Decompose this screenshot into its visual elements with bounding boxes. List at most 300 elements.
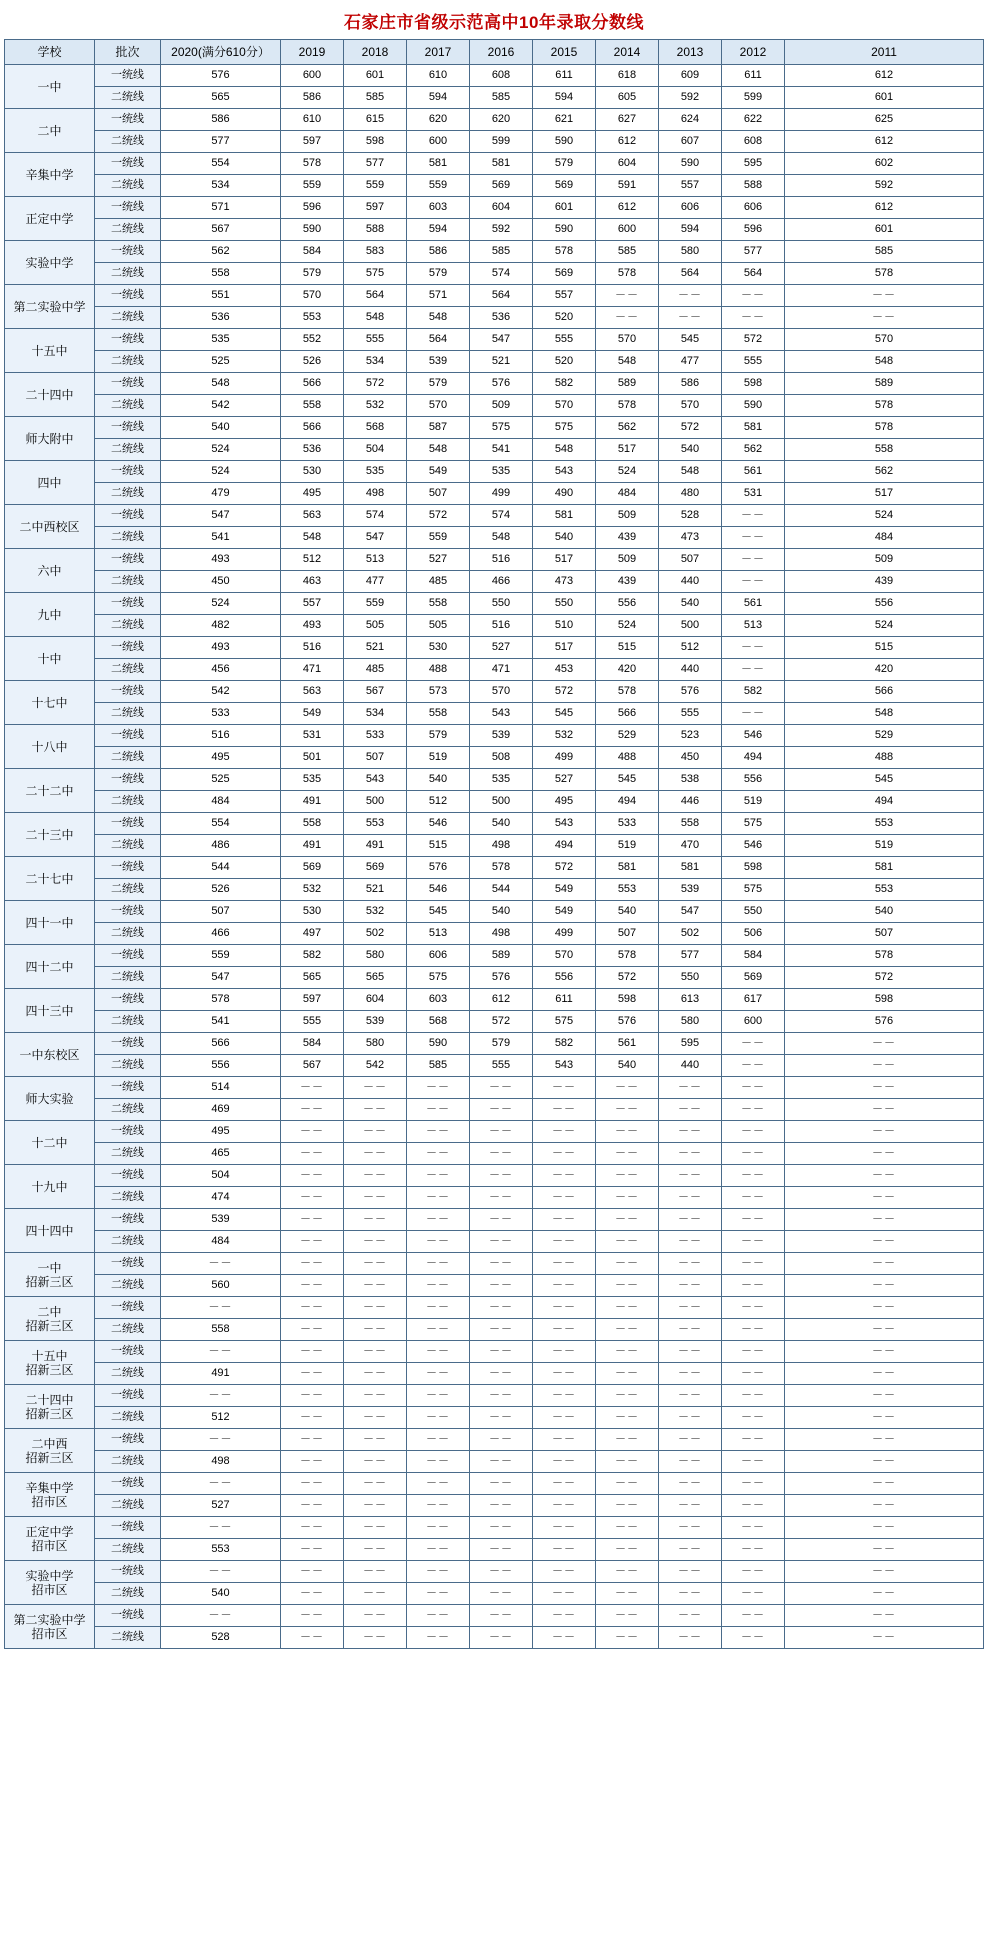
score-cell: －－	[344, 1517, 407, 1539]
score-cell: 491	[344, 835, 407, 857]
score-cell: －－	[161, 1385, 281, 1407]
score-cell: 562	[785, 461, 984, 483]
score-cell: 596	[722, 219, 785, 241]
table-row	[5, 1077, 984, 1099]
header-year-2020: 2020(满分610分）	[161, 40, 281, 65]
score-cell: 497	[281, 923, 344, 945]
batch-label-first: 一统线	[95, 593, 161, 615]
score-cell: －－	[281, 1451, 344, 1473]
score-cell: 499	[470, 483, 533, 505]
score-cell: －－	[533, 1363, 596, 1385]
batch-label-second: 二统线	[95, 1143, 161, 1165]
school-name-cell: 二十四中 招新三区	[5, 1385, 95, 1429]
score-cell: 564	[407, 329, 470, 351]
score-cell: 606	[722, 197, 785, 219]
score-cell: －－	[659, 1341, 722, 1363]
score-cell: －－	[722, 1209, 785, 1231]
score-cell: －－	[596, 1231, 659, 1253]
score-cell: －－	[596, 1297, 659, 1319]
score-cell: 610	[281, 109, 344, 131]
score-cell: 601	[785, 219, 984, 241]
score-cell: 620	[407, 109, 470, 131]
score-cell: 585	[470, 241, 533, 263]
score-cell: 574	[470, 505, 533, 527]
score-cell: －－	[722, 549, 785, 571]
score-cell: －－	[722, 1385, 785, 1407]
score-cell: －－	[659, 1297, 722, 1319]
score-cell: －－	[659, 1605, 722, 1627]
score-cell: 540	[161, 1583, 281, 1605]
score-cell: －－	[785, 1341, 984, 1363]
score-cell: －－	[596, 1429, 659, 1451]
score-cell: 540	[161, 417, 281, 439]
score-cell: －－	[407, 1187, 470, 1209]
score-cell: －－	[596, 1319, 659, 1341]
score-cell: －－	[533, 1209, 596, 1231]
score-cell: －－	[281, 1231, 344, 1253]
score-cell: 498	[470, 923, 533, 945]
score-cell: 524	[161, 439, 281, 461]
score-cell: －－	[344, 1627, 407, 1649]
score-cell: 579	[470, 1033, 533, 1055]
score-cell: 572	[533, 857, 596, 879]
score-cell: 495	[161, 747, 281, 769]
score-cell: －－	[722, 571, 785, 593]
school-name-cell: 十五中	[5, 329, 95, 373]
score-cell: －－	[407, 1099, 470, 1121]
score-cell: －－	[596, 1099, 659, 1121]
score-cell: －－	[281, 1077, 344, 1099]
table-row	[5, 1055, 984, 1077]
batch-label-first: 一统线	[95, 1429, 161, 1451]
score-cell: －－	[722, 1539, 785, 1561]
score-cell: －－	[533, 1275, 596, 1297]
score-cell: －－	[659, 1165, 722, 1187]
score-cell: 580	[659, 1011, 722, 1033]
score-cell: 590	[407, 1033, 470, 1055]
score-cell: 512	[407, 791, 470, 813]
score-cell: 439	[785, 571, 984, 593]
score-cell: 567	[344, 681, 407, 703]
score-cell: 491	[281, 835, 344, 857]
score-cell: 603	[407, 989, 470, 1011]
score-cell: 557	[281, 593, 344, 615]
score-cell: 535	[470, 769, 533, 791]
score-cell: 578	[596, 263, 659, 285]
batch-label-second: 二统线	[95, 439, 161, 461]
score-cell: －－	[344, 1495, 407, 1517]
school-name-cell: 一中 招新三区	[5, 1253, 95, 1297]
score-cell: 439	[596, 527, 659, 549]
batch-label-first: 一统线	[95, 373, 161, 395]
score-cell: 604	[344, 989, 407, 1011]
score-cell: －－	[659, 1407, 722, 1429]
score-cell: 509	[596, 505, 659, 527]
score-cell: －－	[344, 1583, 407, 1605]
score-cell: 559	[407, 175, 470, 197]
score-cell: －－	[785, 1121, 984, 1143]
score-cell: 577	[722, 241, 785, 263]
score-cell: －－	[722, 1517, 785, 1539]
score-cell: －－	[281, 1583, 344, 1605]
header-row	[5, 40, 984, 65]
score-cell: －－	[596, 285, 659, 307]
table-row	[5, 219, 984, 241]
score-cell: 509	[785, 549, 984, 571]
score-cell: －－	[596, 1495, 659, 1517]
school-name-cell: 实验中学 招市区	[5, 1561, 95, 1605]
score-cell: 612	[785, 65, 984, 87]
score-cell: －－	[533, 1099, 596, 1121]
header-year-2012: 2012	[722, 40, 785, 65]
score-cell: 555	[470, 1055, 533, 1077]
score-cell: 578	[785, 945, 984, 967]
score-cell: －－	[344, 1561, 407, 1583]
score-cell: 495	[161, 1121, 281, 1143]
score-cell: 516	[161, 725, 281, 747]
score-cell: 569	[470, 175, 533, 197]
score-cell: 569	[533, 263, 596, 285]
score-cell: －－	[533, 1319, 596, 1341]
score-cell: 440	[659, 571, 722, 593]
score-cell: －－	[470, 1583, 533, 1605]
score-cell: 465	[161, 1143, 281, 1165]
score-cell: －－	[407, 1077, 470, 1099]
score-cell: 622	[722, 109, 785, 131]
score-cell: 576	[470, 967, 533, 989]
score-cell: 601	[533, 197, 596, 219]
score-cell: 555	[281, 1011, 344, 1033]
score-cell: 519	[407, 747, 470, 769]
score-cell: 558	[161, 263, 281, 285]
table-row	[5, 1407, 984, 1429]
score-cell: 569	[533, 175, 596, 197]
score-cell: －－	[281, 1275, 344, 1297]
score-cell: 499	[533, 923, 596, 945]
score-cell: －－	[470, 1429, 533, 1451]
score-cell: －－	[470, 1473, 533, 1495]
table-row	[5, 703, 984, 725]
score-cell: 532	[344, 901, 407, 923]
score-cell: －－	[407, 1143, 470, 1165]
table-row	[5, 65, 984, 87]
score-cell: 590	[659, 153, 722, 175]
score-cell: 553	[596, 879, 659, 901]
score-cell: －－	[659, 285, 722, 307]
score-cell: 532	[533, 725, 596, 747]
score-cell: 556	[161, 1055, 281, 1077]
score-cell: －－	[470, 1121, 533, 1143]
score-cell: －－	[407, 1561, 470, 1583]
score-cell: 601	[344, 65, 407, 87]
score-cell: －－	[659, 1099, 722, 1121]
score-cell: －－	[596, 1165, 659, 1187]
score-cell: －－	[281, 1363, 344, 1385]
score-cell: 531	[722, 483, 785, 505]
score-cell: 495	[281, 483, 344, 505]
score-cell: 608	[470, 65, 533, 87]
score-cell: 570	[407, 395, 470, 417]
score-cell: 597	[344, 197, 407, 219]
score-cell: 572	[596, 967, 659, 989]
score-cell: 520	[533, 351, 596, 373]
score-table	[4, 39, 984, 1649]
table-row	[5, 329, 984, 351]
score-cell: 613	[659, 989, 722, 1011]
school-name-cell: 二十三中	[5, 813, 95, 857]
table-row	[5, 1473, 984, 1495]
score-cell: 558	[407, 703, 470, 725]
score-cell: 515	[407, 835, 470, 857]
table-row	[5, 1209, 984, 1231]
score-cell: 544	[161, 857, 281, 879]
score-cell: －－	[470, 1495, 533, 1517]
table-row	[5, 791, 984, 813]
score-cell: －－	[407, 1473, 470, 1495]
score-cell: 610	[407, 65, 470, 87]
score-cell: 565	[281, 967, 344, 989]
score-cell: 508	[470, 747, 533, 769]
score-cell: －－	[785, 1561, 984, 1583]
score-cell: 569	[722, 967, 785, 989]
school-name-cell: 十五中 招新三区	[5, 1341, 95, 1385]
score-cell: 517	[533, 637, 596, 659]
score-cell: 470	[659, 835, 722, 857]
score-cell: 563	[281, 681, 344, 703]
score-cell: －－	[659, 1561, 722, 1583]
score-cell: －－	[596, 1187, 659, 1209]
table-row	[5, 307, 984, 329]
score-cell: －－	[596, 1517, 659, 1539]
score-cell: 568	[344, 417, 407, 439]
score-cell: 548	[659, 461, 722, 483]
score-cell: 578	[281, 153, 344, 175]
score-cell: 571	[407, 285, 470, 307]
score-cell: 482	[161, 615, 281, 637]
score-cell: －－	[596, 1451, 659, 1473]
table-row	[5, 1143, 984, 1165]
score-cell: 592	[785, 175, 984, 197]
score-cell: 558	[281, 813, 344, 835]
table-row	[5, 1099, 984, 1121]
batch-label-second: 二统线	[95, 659, 161, 681]
batch-label-first: 一统线	[95, 285, 161, 307]
score-cell: 612	[785, 197, 984, 219]
batch-label-second: 二统线	[95, 131, 161, 153]
score-cell: 539	[470, 725, 533, 747]
score-cell: 529	[785, 725, 984, 747]
score-cell: 556	[533, 967, 596, 989]
score-cell: 624	[659, 109, 722, 131]
score-cell: －－	[344, 1187, 407, 1209]
score-cell: 516	[470, 549, 533, 571]
score-cell: 524	[785, 505, 984, 527]
score-cell: 555	[659, 703, 722, 725]
score-cell: 600	[596, 219, 659, 241]
score-cell: 594	[659, 219, 722, 241]
score-cell: 590	[533, 131, 596, 153]
header-batch: 批次	[95, 40, 161, 65]
school-name-cell: 四十四中	[5, 1209, 95, 1253]
school-name-cell: 师大附中	[5, 417, 95, 461]
score-cell: 578	[533, 241, 596, 263]
score-cell: －－	[722, 1319, 785, 1341]
school-name-cell: 正定中学	[5, 197, 95, 241]
score-cell: 572	[533, 681, 596, 703]
score-cell: 575	[407, 967, 470, 989]
score-cell: －－	[785, 1253, 984, 1275]
score-cell: 536	[161, 307, 281, 329]
batch-label-second: 二统线	[95, 1187, 161, 1209]
score-cell: 512	[161, 1407, 281, 1429]
header-year-2011: 2011	[785, 40, 984, 65]
score-cell: －－	[722, 1407, 785, 1429]
score-cell: 495	[533, 791, 596, 813]
score-cell: 569	[344, 857, 407, 879]
score-cell: －－	[659, 1385, 722, 1407]
score-cell: 524	[596, 461, 659, 483]
score-cell: 575	[722, 813, 785, 835]
score-cell: 545	[533, 703, 596, 725]
score-cell: －－	[344, 1121, 407, 1143]
score-cell: －－	[722, 1473, 785, 1495]
score-cell: 590	[281, 219, 344, 241]
score-cell: 547	[161, 967, 281, 989]
score-cell: 517	[596, 439, 659, 461]
score-cell: －－	[659, 1209, 722, 1231]
score-cell: 582	[533, 1033, 596, 1055]
score-cell: 484	[785, 527, 984, 549]
score-cell: －－	[281, 1605, 344, 1627]
score-cell: －－	[161, 1473, 281, 1495]
score-cell: －－	[281, 1385, 344, 1407]
score-cell: －－	[344, 1605, 407, 1627]
score-cell: －－	[785, 1143, 984, 1165]
score-cell: 581	[407, 153, 470, 175]
table-row	[5, 373, 984, 395]
score-cell: 589	[596, 373, 659, 395]
score-cell: 608	[722, 131, 785, 153]
score-cell: 585	[470, 87, 533, 109]
score-cell: －－	[722, 1341, 785, 1363]
score-cell: 488	[785, 747, 984, 769]
score-cell: 576	[659, 681, 722, 703]
score-cell: 546	[722, 725, 785, 747]
score-cell: 581	[659, 857, 722, 879]
table-row	[5, 1495, 984, 1517]
score-cell: －－	[344, 1451, 407, 1473]
score-cell: 594	[533, 87, 596, 109]
score-cell: 488	[407, 659, 470, 681]
batch-label-first: 一统线	[95, 197, 161, 219]
score-cell: 612	[596, 197, 659, 219]
score-cell: 570	[533, 395, 596, 417]
score-cell: －－	[785, 1407, 984, 1429]
table-row	[5, 483, 984, 505]
score-cell: 521	[344, 637, 407, 659]
batch-label-first: 一统线	[95, 945, 161, 967]
score-cell: －－	[407, 1341, 470, 1363]
score-cell: 572	[659, 417, 722, 439]
score-cell: 586	[161, 109, 281, 131]
score-cell: 578	[161, 989, 281, 1011]
score-cell: －－	[533, 1407, 596, 1429]
score-cell: －－	[596, 1341, 659, 1363]
score-cell: 450	[659, 747, 722, 769]
score-cell: －－	[722, 285, 785, 307]
score-cell: －－	[659, 1451, 722, 1473]
batch-label-first: 一统线	[95, 153, 161, 175]
score-cell: 561	[722, 593, 785, 615]
score-cell: 512	[659, 637, 722, 659]
score-cell: 543	[533, 813, 596, 835]
score-cell: 577	[344, 153, 407, 175]
score-cell: 570	[596, 329, 659, 351]
score-cell: 601	[785, 87, 984, 109]
table-row	[5, 285, 984, 307]
score-cell: －－	[785, 1209, 984, 1231]
score-cell: 469	[161, 1099, 281, 1121]
score-cell: 548	[407, 439, 470, 461]
table-row	[5, 681, 984, 703]
table-row	[5, 131, 984, 153]
score-cell: 477	[344, 571, 407, 593]
table-row	[5, 1627, 984, 1649]
score-cell: 420	[785, 659, 984, 681]
score-cell: 591	[596, 175, 659, 197]
score-cell: 595	[659, 1033, 722, 1055]
score-cell: －－	[596, 1077, 659, 1099]
batch-label-second: 二统线	[95, 1583, 161, 1605]
score-cell: 572	[344, 373, 407, 395]
score-cell: 605	[596, 87, 659, 109]
score-cell: 599	[722, 87, 785, 109]
score-cell: －－	[344, 1297, 407, 1319]
score-cell: 571	[161, 197, 281, 219]
score-cell: －－	[596, 1385, 659, 1407]
table-row	[5, 461, 984, 483]
batch-label-first: 一统线	[95, 1385, 161, 1407]
score-cell: －－	[722, 659, 785, 681]
score-cell: 516	[281, 637, 344, 659]
score-cell: 535	[281, 769, 344, 791]
score-cell: －－	[533, 1451, 596, 1473]
score-cell: －－	[722, 1451, 785, 1473]
score-cell: 562	[722, 439, 785, 461]
score-cell: 597	[281, 989, 344, 1011]
score-cell: 576	[161, 65, 281, 87]
score-cell: 456	[161, 659, 281, 681]
score-cell: －－	[161, 1341, 281, 1363]
batch-label-first: 一统线	[95, 241, 161, 263]
score-cell: －－	[659, 1495, 722, 1517]
score-cell: 538	[659, 769, 722, 791]
score-cell: －－	[281, 1209, 344, 1231]
score-cell: 541	[161, 527, 281, 549]
score-cell: 598	[596, 989, 659, 1011]
score-cell: －－	[407, 1605, 470, 1627]
score-cell: －－	[281, 1473, 344, 1495]
score-cell: 543	[533, 461, 596, 483]
score-cell: 578	[596, 945, 659, 967]
score-cell: －－	[533, 1121, 596, 1143]
score-cell: －－	[470, 1561, 533, 1583]
score-cell: 579	[407, 725, 470, 747]
score-cell: 547	[344, 527, 407, 549]
school-name-cell: 第二实验中学	[5, 285, 95, 329]
score-cell: －－	[722, 1143, 785, 1165]
score-cell: 533	[161, 703, 281, 725]
